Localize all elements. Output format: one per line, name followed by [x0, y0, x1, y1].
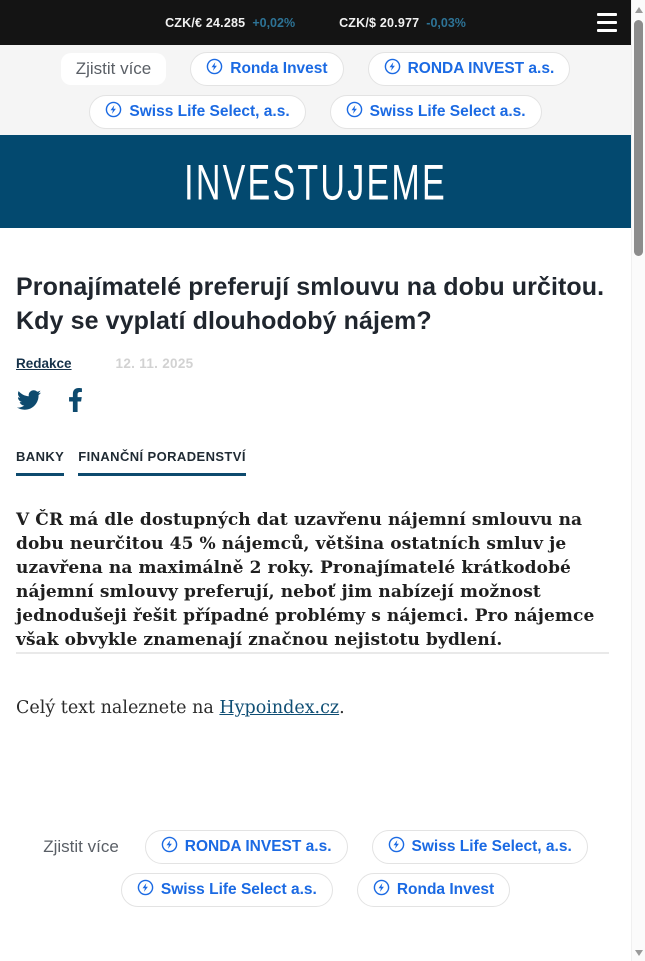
article-outro [16, 698, 609, 718]
promo-pill-label: Swiss Life Select, a.s. [411, 838, 572, 855]
byline [16, 356, 609, 371]
promo-pill-label: RONDA INVEST a.s. [407, 59, 555, 77]
author-link[interactable]: Redakce [16, 356, 72, 371]
outro-text: Celý text naleznete na [16, 698, 220, 718]
bolt-circle-icon [384, 58, 401, 80]
bolt-circle-icon [105, 101, 122, 123]
rate-czk-usd [339, 16, 466, 30]
promo-pill-label: Swiss Life Select, a.s. [129, 102, 290, 120]
promo-pill-label: RONDA INVEST a.s. [184, 838, 332, 855]
bolt-circle-icon [161, 836, 178, 858]
menu-hamburger-icon[interactable] [597, 13, 617, 32]
promo-pill-label: Ronda Invest [396, 881, 495, 898]
outro-period: . [339, 698, 345, 718]
bolt-circle-icon [373, 879, 390, 901]
promo-label: Zjistit více [43, 837, 119, 856]
promo-bottom-section [0, 830, 631, 907]
tag-list [16, 449, 609, 476]
promo-pill-swiss-life-select[interactable] [121, 873, 333, 907]
site-masthead [0, 135, 631, 228]
rate-czk-eur [165, 16, 295, 30]
publish-date: 12. 11. 2025 [115, 356, 194, 371]
social-share [16, 387, 609, 413]
scrollbar-down-icon[interactable] [635, 950, 643, 956]
rate-pair-value: CZK/€ 24.285 [165, 15, 246, 30]
currency-rates [165, 16, 466, 30]
currency-topbar [0, 0, 631, 45]
article-title: Pronajímatelé preferují smlouvu na dobu určitou. Kdy se vyplatí dlouhodobý nájem? [16, 273, 605, 335]
scrollbar-thumb[interactable] [634, 20, 643, 256]
bolt-circle-icon [206, 58, 223, 80]
promo-pill-swiss-life-select-comma[interactable] [372, 830, 588, 864]
divider [16, 653, 609, 654]
promo-pill-ronda-invest[interactable] [190, 52, 343, 86]
promo-pill-ronda-invest-as[interactable] [145, 830, 348, 864]
promo-pill-swiss-life-select-comma[interactable] [89, 95, 305, 129]
article-lead: V ČR má dle dostupných dat uzavřenu nájemní smlouvu na dobu neurčitou 45 % nájemců, většina ostatních smluv je uzavřena na maximálně 2 roky. Pronajímatelé krátkodobé nájemní smlouvy preferují, neboť jim nabízejí možnost jednodušeji řešit případné problémy s nájemci. Pro nájemce však obvykle znamenají značnou nejistotu bydlení. [16, 510, 595, 650]
promo-pill-ronda-invest-as[interactable] [368, 52, 571, 86]
twitter-icon[interactable] [16, 388, 42, 412]
promo-pill-label: Ronda Invest [230, 59, 328, 77]
rate-change: -0,03% [426, 15, 466, 30]
rate-pair-value: CZK/$ 20.977 [339, 15, 420, 30]
promo-pill-ronda-invest[interactable] [357, 873, 510, 907]
site-logo[interactable]: INVESTUJEME [184, 153, 447, 210]
article [0, 270, 631, 718]
promo-pill-label: Swiss Life Select a.s. [160, 881, 317, 898]
scrollbar[interactable] [631, 0, 645, 961]
bolt-circle-icon [388, 836, 405, 858]
promo-top-section [0, 45, 631, 135]
hypoindex-link[interactable]: Hypoindex.cz [219, 698, 340, 718]
promo-pill-label: Swiss Life Select a.s. [369, 102, 526, 120]
scrollbar-up-icon[interactable] [635, 7, 643, 13]
bolt-circle-icon [346, 101, 363, 123]
bolt-circle-icon [137, 879, 154, 901]
tag-banky[interactable]: BANKY [16, 449, 64, 476]
promo-pill-swiss-life-select[interactable] [330, 95, 542, 129]
promo-label: Zjistit více [61, 53, 167, 85]
facebook-icon[interactable] [68, 387, 83, 413]
rate-change: +0,02% [252, 15, 296, 30]
tag-financni-poradenstvi[interactable]: FINANČNÍ PORADENSTVÍ [78, 449, 246, 476]
